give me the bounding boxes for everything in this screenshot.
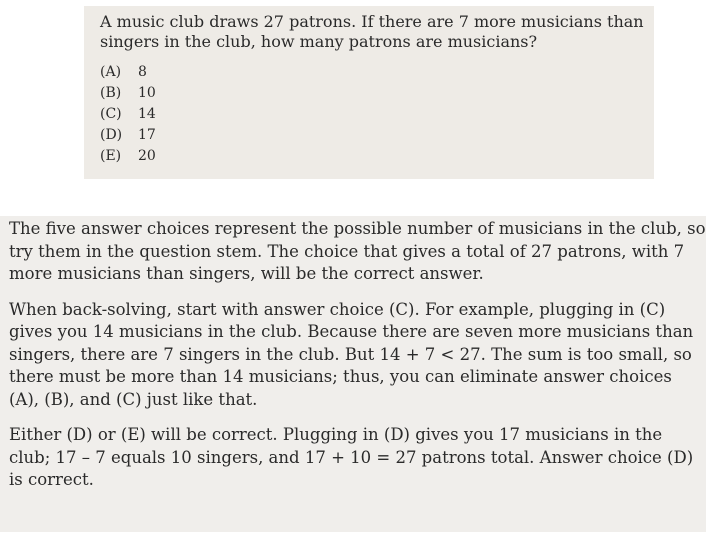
- choice-value: 14: [138, 106, 156, 122]
- answer-choice-d: [100, 125, 654, 146]
- explanation-paragraph-1: The five answer choices represent the possible number of musicians in the club, so try them in the question stem. The choice that gives a total of 27 patrons, with 7 more musicians than singers, will be the correct answer.: [9, 219, 706, 283]
- explanation-paragraph-2: When back-solving, start with answer choice (C). For example, plugging in (C) gives you 14 musicians in the club. Because there are seven more musicians than singers, there are 7 singers in the club. But 14 + 7 < 27. The sum is too small, so there must be more than 14 musicians; thus, you can eliminate answer choices (A), (B), and (C) just like that.: [9, 299, 694, 409]
- choice-letter: (E): [100, 148, 122, 164]
- choice-letter: (A): [100, 64, 122, 80]
- question-stem: A music club draws 27 patrons. If there are 7 more musicians than singers in the club, how many patrons are musicians?: [100, 12, 644, 51]
- choice-value: 17: [138, 127, 156, 143]
- choice-value: 8: [138, 64, 147, 80]
- answer-choice-c: [100, 104, 654, 125]
- choice-letter: (D): [100, 127, 123, 143]
- explanation-paragraph-3: Either (D) or (E) will be correct. Plugging in (D) gives you 17 musicians in the club; 17 – 7 equals 10 singers, and 17 + 10 = 27 patrons total. Answer choice (D) is correct.: [9, 425, 694, 489]
- answer-choice-a: [100, 62, 654, 83]
- answer-choice-e: [100, 146, 654, 167]
- question-box: [84, 6, 654, 179]
- explanation-box: [0, 216, 706, 532]
- choice-value: 20: [138, 148, 156, 164]
- choice-letter: (C): [100, 106, 122, 122]
- answer-choice-b: [100, 83, 654, 104]
- choice-value: 10: [138, 85, 156, 101]
- choice-letter: (B): [100, 85, 122, 101]
